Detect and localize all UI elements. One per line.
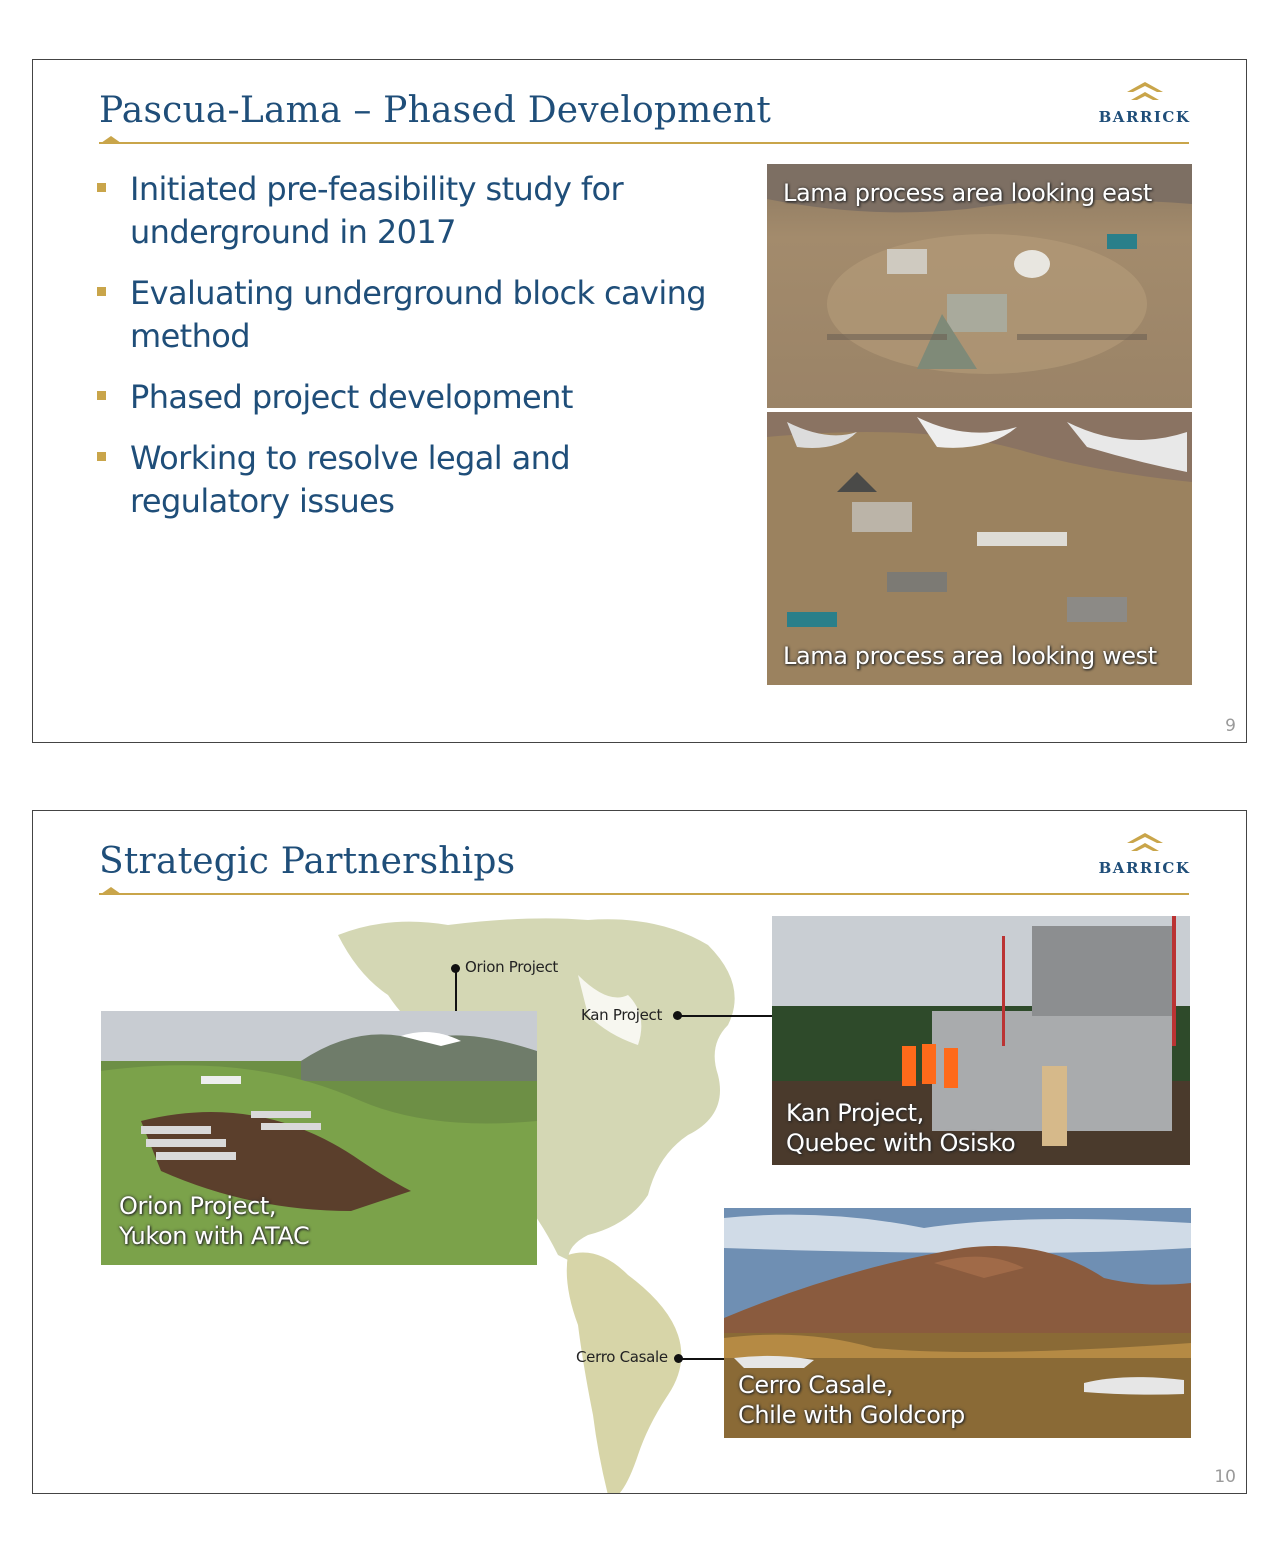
barrick-logo-icon (1125, 78, 1165, 104)
title-rule-accent (101, 136, 121, 143)
bullet-item (97, 272, 737, 358)
bullet-text: Working to resolve legal and regulatory issues (130, 439, 571, 520)
barrick-logo-text: BARRICK (1098, 108, 1191, 126)
bullet-text: Initiated pre-feasibility study for underground in 2017 (130, 170, 624, 251)
connector-line (682, 1358, 724, 1360)
bullet-text: Phased project development (130, 378, 573, 416)
connector-line (681, 1015, 772, 1017)
page-number: 10 (1214, 1467, 1236, 1487)
slide-title: Strategic Partnerships (99, 841, 516, 882)
barrick-logo-text: BARRICK (1098, 859, 1191, 877)
map-label-cerro: Cerro Casale (576, 1348, 668, 1366)
slide-pascua-lama (32, 59, 1247, 743)
bullet-square-icon (97, 391, 106, 400)
bullet-item (97, 168, 737, 254)
lama-east-photo (767, 164, 1192, 408)
slide-strategic-partnerships (32, 810, 1247, 1494)
connector-line (455, 969, 457, 1012)
bullet-square-icon (97, 452, 106, 461)
photo-caption-line2: Yukon with ATAC (119, 1222, 310, 1250)
lama-west-photo (767, 412, 1192, 685)
bullet-text: Evaluating underground block caving method (130, 274, 707, 355)
photo-caption: Lama process area looking west (783, 642, 1157, 670)
barrick-logo (1097, 78, 1192, 128)
bullet-square-icon (97, 287, 106, 296)
photo-caption-line2: Quebec with Osisko (786, 1129, 1016, 1157)
photo-caption-line2: Chile with Goldcorp (738, 1401, 965, 1429)
title-rule (99, 893, 1189, 895)
title-rule (99, 142, 1189, 144)
map-label-orion: Orion Project (465, 958, 559, 976)
photo-caption-line1: Cerro Casale, (738, 1371, 894, 1399)
bullet-list (97, 168, 737, 541)
map-label-kan: Kan Project (581, 1006, 663, 1024)
orion-project-photo (101, 1011, 537, 1265)
barrick-logo (1097, 829, 1192, 879)
photo-caption-line1: Kan Project, (786, 1099, 924, 1127)
bullet-square-icon (97, 183, 106, 192)
page-number: 9 (1225, 716, 1236, 736)
bullet-item (97, 437, 737, 523)
kan-project-photo (772, 916, 1190, 1165)
photo-caption-line1: Orion Project, (119, 1192, 277, 1220)
bullet-item (97, 376, 737, 419)
cerro-casale-photo (724, 1208, 1191, 1438)
slide-title: Pascua-Lama – Phased Development (99, 90, 772, 131)
title-rule-accent (101, 887, 121, 894)
barrick-logo-icon (1125, 829, 1165, 855)
photo-caption: Lama process area looking east (783, 179, 1152, 207)
